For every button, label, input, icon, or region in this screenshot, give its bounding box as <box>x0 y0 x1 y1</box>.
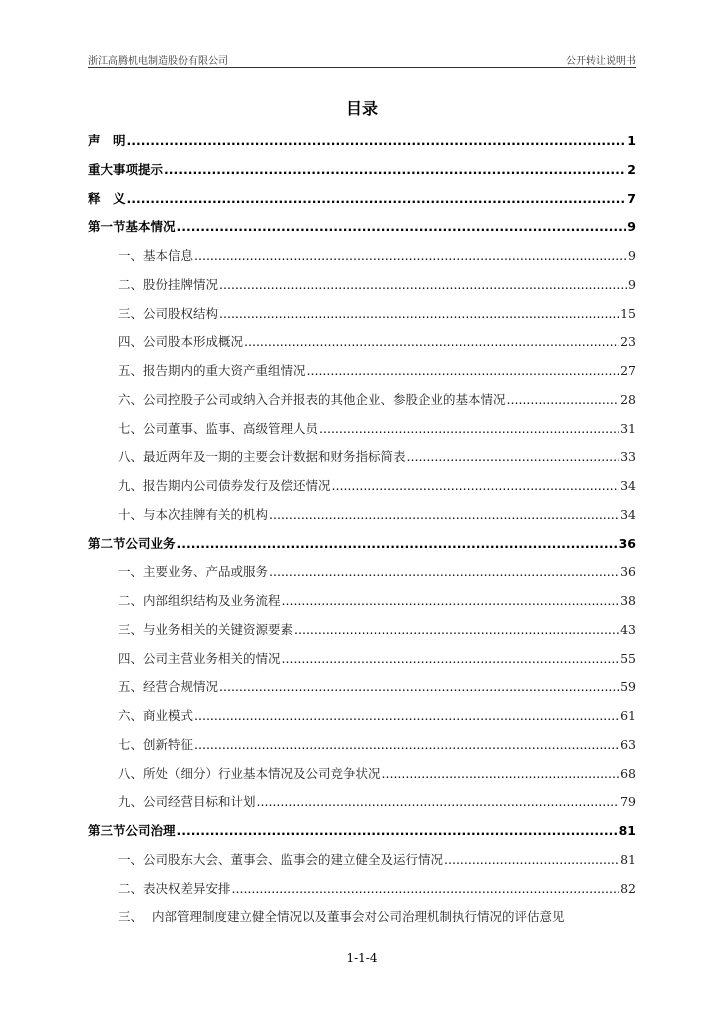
toc-entry-page: 36 <box>618 535 636 551</box>
toc-entry-number: 六、 <box>118 708 144 723</box>
toc-entry-page: 33 <box>620 449 636 465</box>
toc-entry[interactable] <box>88 764 636 793</box>
toc-entry[interactable] <box>88 447 636 476</box>
toc-entry-page: 1 <box>627 133 636 148</box>
toc-entry[interactable] <box>88 246 636 275</box>
toc-entry-page: 38 <box>620 593 636 608</box>
toc-entry-title: 与本次挂牌有关的机构 <box>143 506 269 522</box>
toc-leader-dots <box>194 248 627 263</box>
toc-entry-page: 31 <box>620 420 636 436</box>
toc-entry-title: 公司股权结构 <box>143 305 219 321</box>
toc-entry-number: 四、 <box>118 334 144 350</box>
toc-entry-number: 七、 <box>118 736 144 752</box>
toc-entry-title: 公司经营目标和计划 <box>143 794 256 810</box>
toc-entry-number: 二、 <box>118 276 144 292</box>
toc-leader-dots <box>177 823 618 838</box>
toc-entry-page: 68 <box>620 765 636 781</box>
toc-entry[interactable] <box>88 390 636 419</box>
toc-entry[interactable] <box>88 275 636 304</box>
toc-entry[interactable] <box>88 879 636 908</box>
toc-entry-number: 八、 <box>118 449 144 465</box>
toc-entry[interactable] <box>88 534 636 563</box>
toc-entry-number: 三、 <box>118 909 144 925</box>
toc-entry-page: 79 <box>620 794 636 810</box>
toc-entry-page: 61 <box>620 708 636 723</box>
toc-entry-title: 与业务相关的关键资源要素 <box>143 621 294 637</box>
toc-entry-number: 第一节 <box>88 219 126 235</box>
toc-entry-number: 七、 <box>118 420 144 436</box>
toc-entry-number: 二、 <box>118 880 144 896</box>
toc-entry[interactable] <box>88 332 636 361</box>
toc-entry[interactable] <box>88 706 636 735</box>
toc-entry[interactable] <box>88 562 636 591</box>
header-divider <box>88 67 636 68</box>
toc-entry-number: 声 明 <box>88 133 126 148</box>
toc-entry[interactable] <box>88 131 636 160</box>
toc-entry-title: 公司股本形成概况 <box>143 334 244 350</box>
toc-entry-number: 十、 <box>118 506 144 522</box>
toc-entry-title: 基本情况 <box>125 219 176 235</box>
toc-entry-number: 八、 <box>118 765 144 781</box>
toc-entry[interactable] <box>88 505 636 534</box>
toc-entry[interactable] <box>88 591 636 620</box>
toc-entry-title: 报告期内公司债券发行及偿还情况 <box>143 478 331 493</box>
toc-entry-page: 82 <box>620 880 636 896</box>
toc-entry[interactable] <box>88 620 636 649</box>
toc-entry-title: 公司股东大会、董事会、监事会的建立健全及运行情况 <box>143 851 444 867</box>
toc-entry-page: 2 <box>627 161 636 177</box>
toc-entry-title: 公司业务 <box>125 535 176 551</box>
toc-entry-number: 第三节 <box>88 823 126 838</box>
toc-entry-title: 经营合规情况 <box>143 679 219 695</box>
toc-entry-page: 81 <box>620 851 636 867</box>
toc-leader-dots <box>282 651 620 666</box>
toc-entry-title: 创新特征 <box>143 736 194 752</box>
toc-entry-page: 27 <box>620 363 636 378</box>
toc-entry-title: 主要业务、产品或服务 <box>143 564 269 580</box>
toc-leader-dots <box>294 622 619 637</box>
toc-entry[interactable] <box>88 419 636 448</box>
toc-entry-page: 23 <box>620 334 636 350</box>
toc-entry[interactable] <box>88 189 636 218</box>
toc-leader-dots <box>244 334 619 349</box>
toc-entry-number: 五、 <box>118 363 144 378</box>
company-name: 浙江高腾机电制造股份有限公司 <box>88 56 228 67</box>
toc-entry[interactable] <box>88 217 636 246</box>
toc-leader-dots <box>127 133 627 148</box>
toc-entry-page: 28 <box>620 391 636 407</box>
page-title: 目录 <box>345 99 378 118</box>
toc-leader-dots <box>307 363 620 378</box>
toc-entry-title: 公司董事、监事、高级管理人员 <box>143 420 319 436</box>
toc-entry-title: 公司控股子公司或纳入合并报表的其他企业、参股企业的基本情况 <box>143 391 506 407</box>
toc-entry-page: 15 <box>620 305 636 321</box>
toc-leader-dots <box>194 708 619 723</box>
toc-leader-dots <box>219 679 619 694</box>
toc-entry-page: 43 <box>620 621 636 637</box>
toc-leader-dots <box>332 478 620 493</box>
toc-leader-dots <box>507 392 620 407</box>
toc-entry-title: 最近两年及一期的主要会计数据和财务指标简表 <box>143 449 406 465</box>
page-header <box>88 50 636 68</box>
toc-entry-number: 二、 <box>118 593 144 608</box>
toc-leader-dots <box>407 449 620 464</box>
toc-entry-number: 一、 <box>118 248 144 263</box>
toc-entry-number: 四、 <box>118 650 144 666</box>
toc-entry[interactable] <box>88 792 636 821</box>
toc-leader-dots <box>444 852 619 867</box>
toc-leader-dots <box>269 564 619 579</box>
table-of-contents <box>88 131 636 936</box>
toc-entry-page: 34 <box>620 478 636 493</box>
toc-entry[interactable] <box>88 735 636 764</box>
toc-entry-page: 7 <box>627 190 636 206</box>
toc-entry-title: 内部组织结构及业务流程 <box>143 593 281 608</box>
toc-entry-number: 三、 <box>118 305 144 321</box>
toc-leader-dots <box>219 277 627 292</box>
toc-entry[interactable] <box>88 361 636 390</box>
toc-entry-page: 81 <box>618 823 636 838</box>
toc-entry-title: 公司治理 <box>125 823 176 838</box>
toc-entry-number: 五、 <box>118 679 144 695</box>
toc-leader-dots <box>382 766 620 781</box>
toc-entry-page: 9 <box>628 248 636 263</box>
toc-entry-page: 55 <box>620 650 636 666</box>
toc-entry-title: 基本信息 <box>143 248 194 263</box>
toc-entry[interactable] <box>88 649 636 678</box>
toc-entry-title: 内部管理制度建立健全情况以及董事会对公司治理机制执行情况的评估意见 <box>152 909 565 925</box>
toc-entry-page: 63 <box>620 736 636 752</box>
toc-entry-number: 三、 <box>118 621 144 637</box>
document-name: 公开转让说明书 <box>566 56 636 67</box>
toc-entry-title: 公司主营业务相关的情况 <box>143 650 281 666</box>
toc-leader-dots <box>177 219 627 234</box>
toc-entry-number: 第二节 <box>88 535 126 551</box>
toc-entry-title: 表决权差异安排 <box>143 880 231 896</box>
toc-leader-dots <box>319 421 619 436</box>
toc-entry-number: 释 义 <box>88 190 126 206</box>
toc-entry[interactable] <box>88 476 636 505</box>
toc-entry-page: 9 <box>628 276 636 292</box>
toc-leader-dots <box>269 507 619 522</box>
toc-entry[interactable] <box>88 160 636 189</box>
toc-entry[interactable] <box>88 304 636 333</box>
toc-entry-number: 一、 <box>118 564 144 580</box>
toc-entry[interactable] <box>88 821 636 850</box>
toc-entry-number: 九、 <box>118 478 144 493</box>
toc-entry-number: 九、 <box>118 794 144 810</box>
toc-entry-page: 34 <box>620 506 636 522</box>
toc-leader-dots <box>219 306 619 321</box>
toc-entry-title: 所处（细分）行业基本情况及公司竞争状况 <box>143 765 381 781</box>
toc-leader-dots <box>127 191 627 206</box>
toc-entry-number: 一、 <box>118 851 144 867</box>
toc-entry[interactable] <box>88 850 636 879</box>
toc-entry-number: 重大事项提示 <box>88 161 164 177</box>
toc-entry-number: 六、 <box>118 391 144 407</box>
toc-entry-page: 59 <box>620 679 636 695</box>
toc-leader-dots <box>257 794 620 809</box>
toc-entry-title: 商业模式 <box>143 708 194 723</box>
toc-entry-title: 报告期内的重大资产重组情况 <box>143 363 306 378</box>
toc-entry-page: 9 <box>627 219 636 235</box>
toc-entry[interactable] <box>88 677 636 706</box>
toc-leader-dots <box>232 881 620 896</box>
toc-leader-dots <box>164 162 626 177</box>
toc-entry-page: 36 <box>620 564 636 580</box>
toc-entry[interactable] <box>88 907 636 936</box>
toc-leader-dots <box>177 536 618 551</box>
page-number: 1-1-4 <box>346 951 378 965</box>
toc-leader-dots <box>194 737 619 752</box>
toc-leader-dots <box>282 593 620 608</box>
toc-entry-title: 股份挂牌情况 <box>143 276 219 292</box>
